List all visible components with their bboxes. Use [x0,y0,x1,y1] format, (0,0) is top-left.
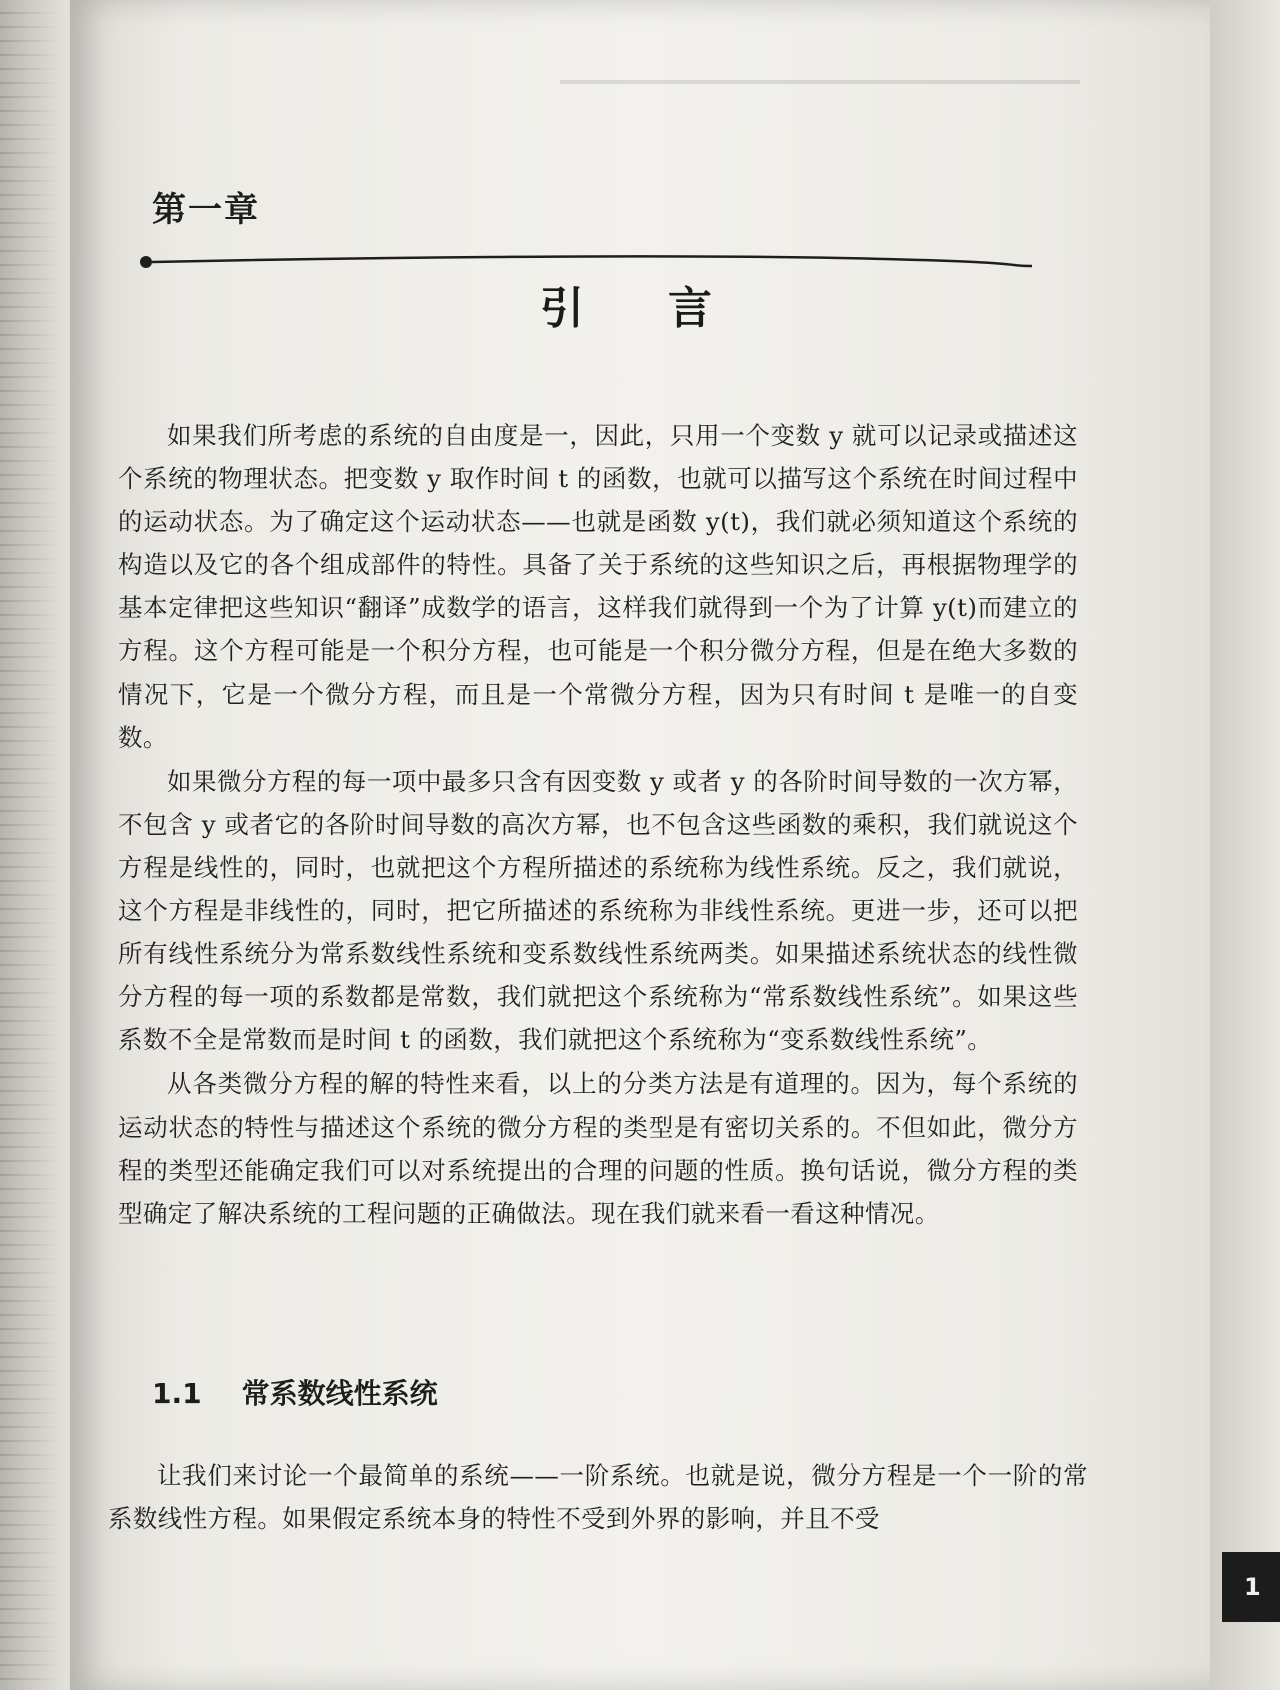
page-edges-texture [0,0,60,1690]
section-number: 1.1 [152,1377,202,1410]
paragraph-2: 如果微分方程的每一项中最多只含有因变数 y 或者 y 的各阶时间导数的一次方幂，不包含 y 或者它的各阶时间导数的高次方幂，也不包含这些函数的乘积，我们就说这个方程是线性的，同时，也就把这个方程所描述的系统称为线性系统。反之，我们就说，这个方程是非线性的，同时，把它所描述的系统称为非线性系统。更进一步，还可以把所有线性系统分为常系数线性系统和变系数线性系统两类。如果描述系统状态的线性微分方程的每一项的系数都是常数，我们就把这个系统称为“常系数线性系统”。如果这些系数不全是常数而是时间 t 的函数，我们就把这个系统称为“变系数线性系统”。 [118,766,1078,1055]
desk-background [1210,0,1280,1690]
section-paragraph: 让我们来讨论一个最简单的系统——一阶系统。也就是说，微分方程是一个一阶的常系数线性方程。如果假定系统本身的特性不受到外界的影响，并且不受 [108,1461,1088,1534]
main-body-text [118,414,1078,1235]
paragraph-3: 从各类微分方程的解的特性来看，以上的分类方法是有道理的。因为，每个系统的运动状态的特性与描述这个系统的微分方程的类型是有密切关系的。不但如此，微分方程的类型还能确定我们可以对系统提出的合理的问题的性质。换句话说，微分方程的类型确定了解决系统的工程问题的正确做法。现在我们就来看一看这种情况。 [118,1069,1078,1228]
paragraph-1: 如果我们所考虑的系统的自由度是一，因此，只用一个变数 y 就可以记录或描述这个系统的物理状态。把变数 y 取作时间 t 的函数，也就可以描写这个系统在时间过程中的运动状态。为了确定这个运动状态——也就是函数 y(t)，我们就必须知道这个系统的构造以及它的各个组成部件的特性。具备了关于系统的这些知识之后，再根据物理学的基本定律把这些知识“翻译”成数学的语言，这样我们就得到一个为了计算 y(t)而建立的方程。这个方程可能是一个积分方程，也可能是一个积分微分方程，但是在绝大多数的情况下，它是一个微分方程，而且是一个常微分方程，因为只有时间 t 是唯一的自变数。 [118,421,1078,752]
section-body-text [108,1454,1088,1540]
chapter-label: 第一章 [152,190,260,230]
section-title: 常系数线性系统 [241,1377,438,1410]
section-heading [152,1372,438,1412]
page-number-tab: 1 [1222,1552,1280,1622]
bleed-through-rule [560,80,1080,84]
chapter-title: 引言 [540,283,796,334]
